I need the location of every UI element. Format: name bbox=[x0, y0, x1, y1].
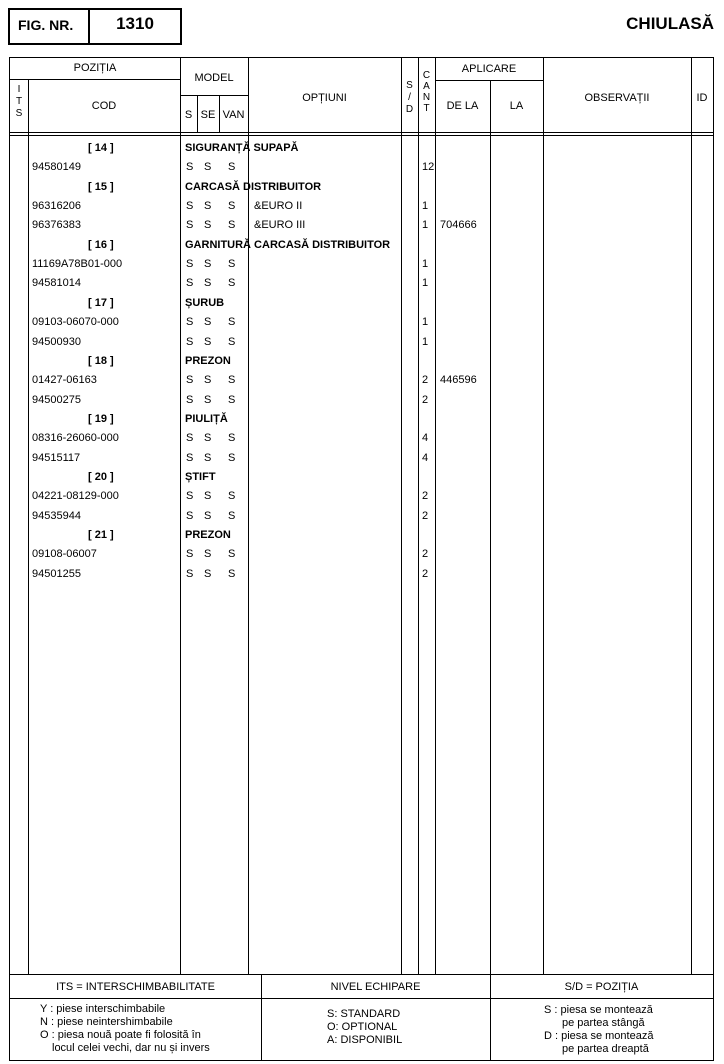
quantity: 2 bbox=[422, 490, 429, 503]
legend-sd-line: D : piesa se montează bbox=[544, 1030, 654, 1042]
legend-nivel-title: NIVEL ECHIPARE bbox=[330, 981, 421, 993]
header-line-aplicare bbox=[435, 80, 543, 81]
model-van: S bbox=[228, 316, 236, 329]
model-se: S bbox=[204, 161, 212, 174]
model-van: S bbox=[228, 490, 236, 503]
part-title: CARCASĂ DISTRIBUITOR bbox=[185, 180, 322, 193]
part-row bbox=[10, 391, 713, 411]
legend-its-lines bbox=[40, 1003, 210, 1055]
quantity: 12 bbox=[422, 161, 435, 174]
model-se: S bbox=[204, 490, 212, 503]
legend-nivel-lines bbox=[327, 1008, 402, 1047]
model-se: S bbox=[204, 258, 212, 271]
from-vin: 704666 bbox=[440, 219, 477, 232]
part-code: 94535944 bbox=[32, 509, 81, 522]
legend-nivel-line: A: DISPONIBIL bbox=[327, 1034, 403, 1046]
model-s: S bbox=[186, 393, 194, 406]
legend-its-line: N : piese neintershimbabile bbox=[40, 1016, 173, 1028]
position-number: [ 20 ] bbox=[88, 470, 114, 483]
part-row bbox=[10, 371, 713, 391]
header-line-pozitia bbox=[10, 79, 180, 80]
model-van: S bbox=[228, 374, 236, 387]
header-model-van: VAN bbox=[222, 109, 245, 121]
part-row bbox=[10, 255, 713, 275]
part-code: 11169A78B01-000 bbox=[32, 258, 123, 271]
model-s: S bbox=[186, 335, 194, 348]
part-title: PIULIȚĂ bbox=[185, 412, 228, 425]
model-van: S bbox=[228, 219, 236, 232]
position-number: [ 14 ] bbox=[88, 142, 114, 154]
quantity: 1 bbox=[422, 200, 429, 213]
model-s: S bbox=[186, 451, 194, 464]
model-s: S bbox=[186, 219, 194, 232]
header-la: LA bbox=[509, 100, 524, 112]
part-code: 94500275 bbox=[32, 393, 81, 406]
model-s: S bbox=[186, 161, 194, 174]
position-row bbox=[10, 468, 713, 488]
quantity: 2 bbox=[422, 548, 429, 561]
header-its: I T S bbox=[15, 84, 23, 119]
quantity: 4 bbox=[422, 432, 429, 445]
model-s: S bbox=[186, 374, 194, 387]
legend-its-line: locul celei vechi, dar nu și invers bbox=[52, 1042, 210, 1054]
legend-nivel-line: O: OPTIONAL bbox=[327, 1021, 398, 1033]
part-code: 94581014 bbox=[32, 277, 81, 290]
position-number: [ 18 ] bbox=[88, 354, 114, 367]
part-row bbox=[10, 429, 713, 449]
header-line-model bbox=[180, 95, 248, 96]
legend-sd-line: pe partea stângă bbox=[562, 1017, 645, 1029]
part-row bbox=[10, 545, 713, 565]
model-van: S bbox=[228, 548, 236, 561]
model-s: S bbox=[186, 548, 194, 561]
legend-title-line bbox=[10, 998, 713, 999]
part-code: 96316206 bbox=[32, 200, 81, 213]
model-s: S bbox=[186, 432, 194, 445]
legend-sd-line: pe partea dreaptă bbox=[562, 1043, 649, 1055]
quantity: 4 bbox=[422, 451, 429, 464]
model-van: S bbox=[228, 161, 236, 174]
header-model-s: S bbox=[184, 109, 193, 121]
part-code: 08316-26060-000 bbox=[32, 432, 119, 445]
header-cant: C A N T bbox=[422, 70, 431, 114]
legend-sd-line: S : piesa se montează bbox=[544, 1004, 653, 1016]
position-number: [ 21 ] bbox=[88, 529, 114, 541]
model-se: S bbox=[204, 219, 212, 232]
position-number: [ 17 ] bbox=[88, 296, 114, 309]
legend-sd-title: S/D = POZIȚIA bbox=[564, 981, 639, 993]
position-row bbox=[10, 410, 713, 430]
quantity: 1 bbox=[422, 277, 429, 290]
part-code: 09108-06007 bbox=[32, 548, 97, 561]
model-se: S bbox=[204, 432, 212, 445]
part-row bbox=[10, 487, 713, 507]
model-se: S bbox=[204, 451, 212, 464]
model-van: S bbox=[228, 567, 236, 580]
quantity: 1 bbox=[422, 316, 429, 329]
part-title: ȘURUB bbox=[185, 296, 225, 309]
quantity: 2 bbox=[422, 393, 429, 406]
position-row bbox=[10, 294, 713, 314]
model-van: S bbox=[228, 335, 236, 348]
position-number: [ 15 ] bbox=[88, 180, 114, 193]
model-van: S bbox=[228, 451, 236, 464]
model-s: S bbox=[186, 567, 194, 580]
part-row bbox=[10, 313, 713, 333]
option-text: &EURO II bbox=[254, 200, 303, 213]
header-model-se: SE bbox=[200, 109, 216, 121]
position-row bbox=[10, 526, 713, 546]
model-van: S bbox=[228, 277, 236, 290]
quantity: 2 bbox=[422, 374, 429, 387]
part-code: 94580149 bbox=[32, 161, 81, 174]
part-code: 04221-08129-000 bbox=[32, 490, 119, 503]
part-row bbox=[10, 216, 713, 236]
model-s: S bbox=[186, 258, 194, 271]
from-vin: 446596 bbox=[440, 374, 477, 387]
header-observatii: OBSERVAȚII bbox=[584, 92, 650, 104]
position-row bbox=[10, 139, 713, 159]
header-aplicare: APLICARE bbox=[461, 63, 517, 75]
part-title: SIGURANȚĂ SUPAPĂ bbox=[185, 142, 299, 154]
legend-its-line: Y : piese interschimbabile bbox=[40, 1003, 166, 1015]
model-se: S bbox=[204, 335, 212, 348]
part-row bbox=[10, 565, 713, 585]
model-se: S bbox=[204, 548, 212, 561]
quantity: 1 bbox=[422, 335, 429, 348]
part-row bbox=[10, 507, 713, 527]
legend-nivel-line: S: STANDARD bbox=[327, 1008, 401, 1020]
model-s: S bbox=[186, 277, 194, 290]
model-s: S bbox=[186, 200, 194, 213]
model-van: S bbox=[228, 393, 236, 406]
header-de-la: DE LA bbox=[446, 100, 479, 112]
model-s: S bbox=[186, 509, 194, 522]
part-code: 96376383 bbox=[32, 219, 81, 232]
position-row bbox=[10, 236, 713, 256]
model-se: S bbox=[204, 393, 212, 406]
header-bottom-line-2 bbox=[10, 135, 713, 136]
part-row bbox=[10, 274, 713, 294]
legend-top-line bbox=[10, 974, 713, 975]
header-pozitia: POZIȚIA bbox=[73, 62, 117, 74]
quantity: 1 bbox=[422, 258, 429, 271]
header-model: MODEL bbox=[194, 72, 234, 84]
part-row bbox=[10, 333, 713, 353]
header-cod: COD bbox=[91, 100, 117, 112]
part-row bbox=[10, 449, 713, 469]
model-se: S bbox=[204, 567, 212, 580]
model-van: S bbox=[228, 258, 236, 271]
model-se: S bbox=[204, 277, 212, 290]
model-van: S bbox=[228, 432, 236, 445]
model-s: S bbox=[186, 316, 194, 329]
part-title: GARNITURĂ CARCASĂ DISTRIBUITOR bbox=[185, 238, 391, 251]
quantity: 2 bbox=[422, 567, 429, 580]
position-row bbox=[10, 352, 713, 372]
part-row bbox=[10, 158, 713, 178]
model-s: S bbox=[186, 490, 194, 503]
header-sd: S / D bbox=[405, 80, 414, 115]
legend-sd-lines bbox=[544, 1004, 653, 1056]
section-title: CHIULASĂ bbox=[626, 14, 714, 33]
position-number: [ 19 ] bbox=[88, 412, 114, 425]
model-se: S bbox=[204, 374, 212, 387]
legend-its-title: ITS = INTERSCHIMBABILITATE bbox=[56, 981, 215, 993]
legend-its-line: O : piesa nouă poate fi folosită în bbox=[40, 1029, 201, 1041]
position-row bbox=[10, 178, 713, 198]
fig-number: 1310 bbox=[116, 14, 154, 33]
part-row bbox=[10, 197, 713, 217]
model-se: S bbox=[204, 200, 212, 213]
model-se: S bbox=[204, 509, 212, 522]
part-code: 94500930 bbox=[32, 335, 81, 348]
position-number: [ 16 ] bbox=[88, 238, 114, 251]
part-title: ȘTIFT bbox=[185, 470, 216, 483]
quantity: 2 bbox=[422, 509, 429, 522]
part-code: 09103-06070-000 bbox=[32, 316, 119, 329]
part-title: PREZON bbox=[185, 529, 231, 541]
quantity: 1 bbox=[422, 219, 429, 232]
header-optiuni: OPȚIUNI bbox=[302, 92, 347, 104]
header-bottom-line bbox=[10, 132, 713, 133]
fig-label: FIG. NR. bbox=[18, 17, 74, 33]
part-code: 94515117 bbox=[32, 451, 81, 464]
header-id: ID bbox=[696, 92, 708, 104]
part-title: PREZON bbox=[185, 354, 231, 367]
model-van: S bbox=[228, 509, 236, 522]
model-se: S bbox=[204, 316, 212, 329]
part-code: 94501255 bbox=[32, 567, 81, 580]
option-text: &EURO III bbox=[254, 219, 306, 232]
model-van: S bbox=[228, 200, 236, 213]
part-code: 01427-06163 bbox=[32, 374, 97, 387]
